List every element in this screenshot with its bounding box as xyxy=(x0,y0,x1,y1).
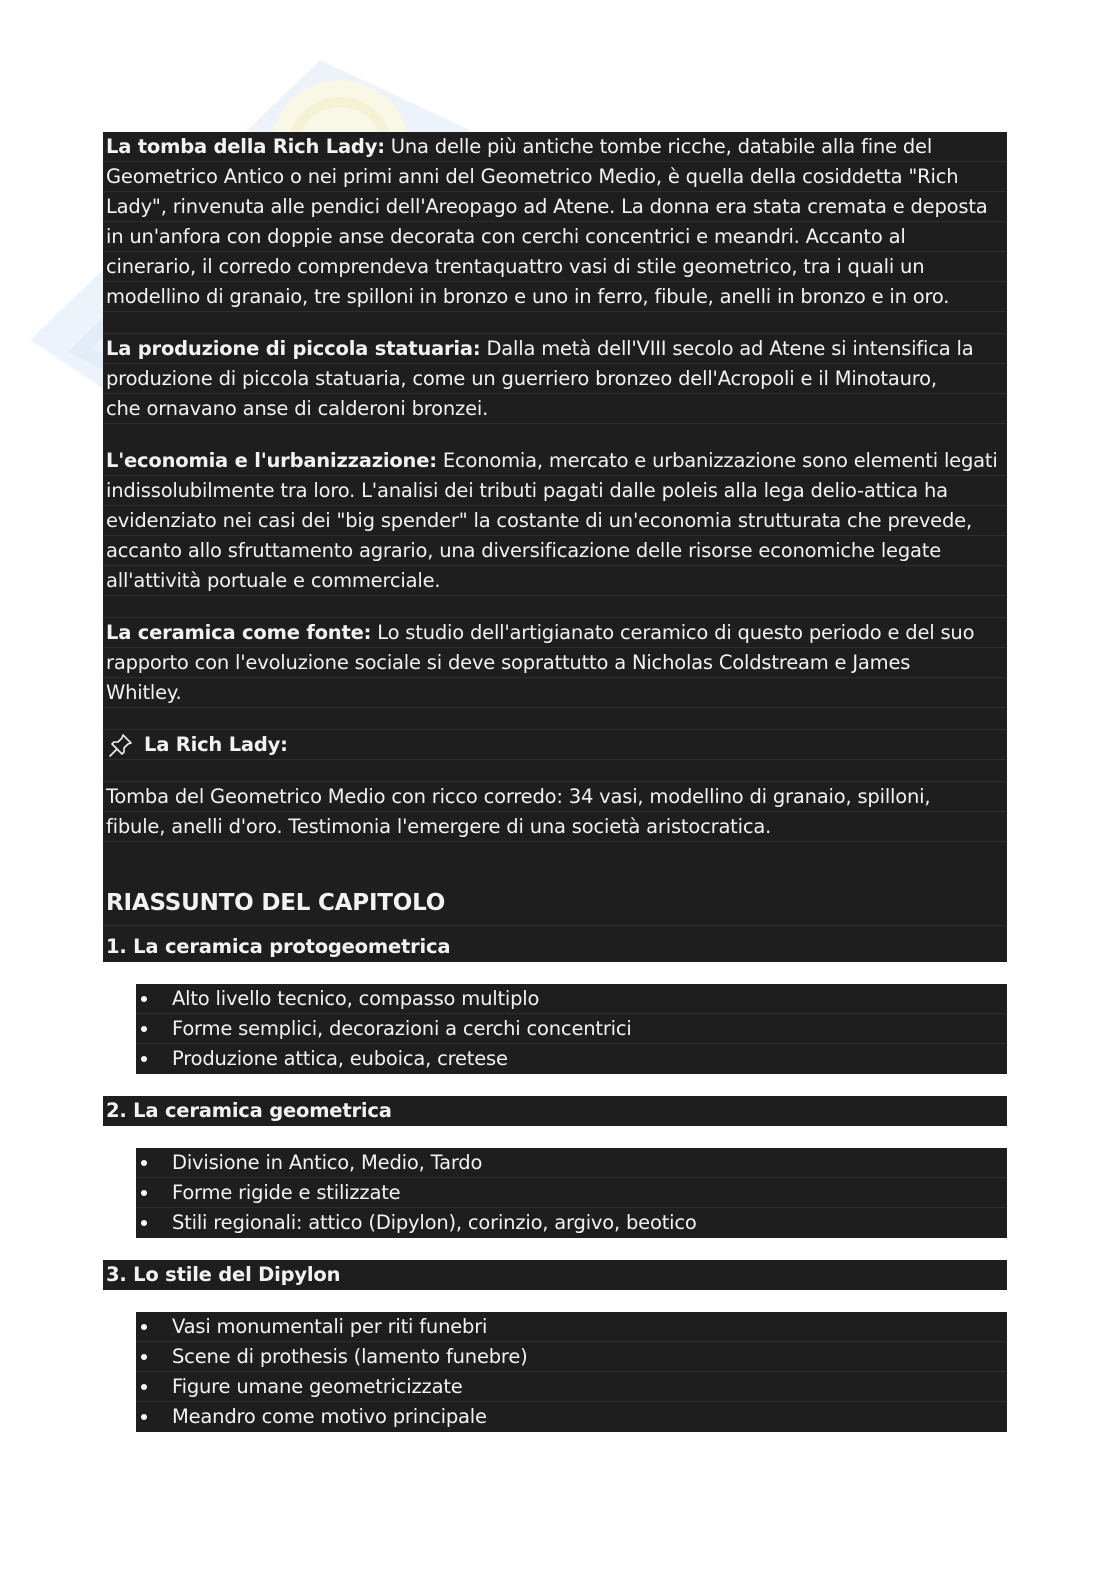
paragraph-heading: La produzione di piccola statuaria: xyxy=(106,337,481,360)
list-item: Stili regionali: attico (Dipylon), corinzio, argivo, beotico xyxy=(136,1208,1007,1238)
paragraph-heading: La ceramica come fonte: xyxy=(106,621,372,644)
list-item: Meandro come motivo principale xyxy=(136,1402,1007,1432)
list-item: Figure umane geometricizzate xyxy=(136,1372,1007,1402)
section-title: 1. La ceramica protogeometrica xyxy=(103,932,1007,962)
section-title: 2. La ceramica geometrica xyxy=(103,1096,1007,1126)
bullet-list xyxy=(136,1312,1007,1432)
bullet-icon xyxy=(141,1026,147,1032)
list-item: Divisione in Antico, Medio, Tardo xyxy=(136,1148,1007,1178)
document-body xyxy=(103,132,1007,1432)
bullet-list xyxy=(136,984,1007,1074)
list-item: Forme semplici, decorazioni a cerchi concentrici xyxy=(136,1014,1007,1044)
bullet-icon xyxy=(141,1056,147,1062)
bullet-icon xyxy=(141,1190,147,1196)
paragraph-heading: La tomba della Rich Lady: xyxy=(106,135,385,158)
list-item: Scene di prothesis (lamento funebre) xyxy=(136,1342,1007,1372)
bullet-list xyxy=(136,1148,1007,1238)
paragraph-economy: L'economia e l'urbanizzazione: Economia, mercato e urbanizzazione sono elementi legati indissolubilmente tra loro. L'analisi dei tributi pagati dalle poleis alla lega delio-attica ha evidenziato nei casi dei "big spender" la costante di un'economia strutturata che prevede, accanto allo sfruttamento agrario, una diversificazione delle risorse economiche legate all'attività portuale e commerciale. xyxy=(103,446,1007,596)
bullet-icon xyxy=(141,1324,147,1330)
summary-heading: RIASSUNTO DEL CAPITOLO xyxy=(103,880,1007,926)
callout-title: La Rich Lady: xyxy=(144,732,288,756)
pushpin-icon xyxy=(108,732,134,758)
section-title: 3. Lo stile del Dipylon xyxy=(103,1260,1007,1290)
list-item: Vasi monumentali per riti funebri xyxy=(136,1312,1007,1342)
bullet-icon xyxy=(141,1220,147,1226)
paragraph-heading: L'economia e l'urbanizzazione: xyxy=(106,449,437,472)
paragraph-rich-lady-tomb: La tomba della Rich Lady: Una delle più antiche tombe ricche, databile alla fine del Geometrico Antico o nei primi anni del Geometrico Medio, è quella della cosiddetta "Rich Lady", rinvenuta alle pendici dell'Areopago ad Atene. La donna era stata cremata e deposta in un'anfora con doppie anse decorata con cerchi concentrici e meandri. Accanto al cinerario, il corredo comprendeva trentaquattro vasi di stile geometrico, tra i quali un modellino di granaio, tre spilloni in bronzo e uno in ferro, fibule, anelli in bronzo e in oro. xyxy=(103,132,1007,312)
bullet-icon xyxy=(141,996,147,1002)
paragraph-small-statuary: La produzione di piccola statuaria: Dalla metà dell'VIII secolo ad Atene si intensifica la produzione di piccola statuaria, come un guerriero bronzeo dell'Acropoli e il Minotauro, che ornavano anse di calderoni bronzei. xyxy=(103,334,1007,424)
list-item: Produzione attica, euboica, cretese xyxy=(136,1044,1007,1074)
bullet-icon xyxy=(141,1354,147,1360)
callout-rich-lady: La Rich Lady: Tomba del Geometrico Medio con ricco corredo: 34 vasi, modellino di granaio, spilloni, fibule, anelli d'oro. Testimonia l'emergere di una società aristocratica. xyxy=(103,730,1007,842)
list-item: Forme rigide e stilizzate xyxy=(136,1178,1007,1208)
paragraph-ceramics-source: La ceramica come fonte: Lo studio dell'artigianato ceramico di questo periodo e del suo rapporto con l'evoluzione sociale si deve soprattutto a Nicholas Coldstream e James Whitley. xyxy=(103,618,1007,708)
list-item: Alto livello tecnico, compasso multiplo xyxy=(136,984,1007,1014)
bullet-icon xyxy=(141,1384,147,1390)
bullet-icon xyxy=(141,1160,147,1166)
bullet-icon xyxy=(141,1414,147,1420)
